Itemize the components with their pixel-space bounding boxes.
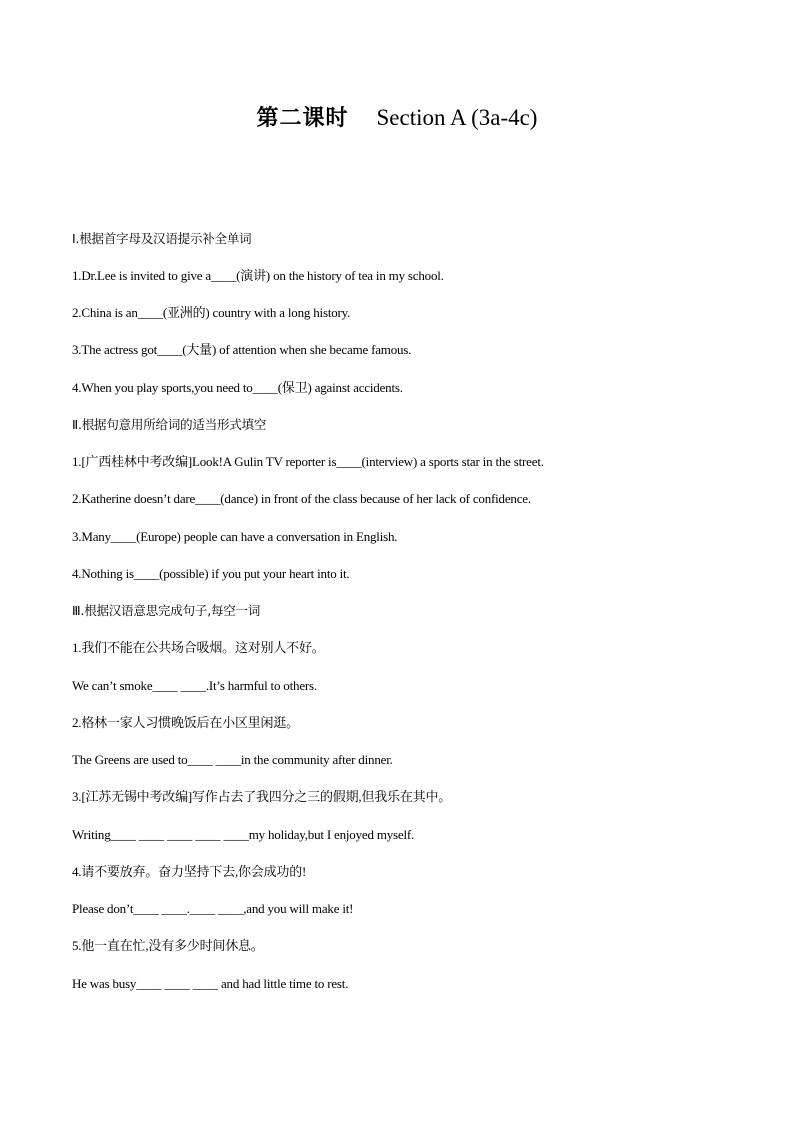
section-3-question-2-prompt: 2.格林一家人习惯晚饭后在小区里闲逛。 — [72, 715, 299, 730]
section-1-question-1: 1.Dr.Lee is invited to give a____(演讲) on the history of tea in my school. — [72, 268, 444, 283]
section-2-question-2: 2.Katherine doesn’t dare____(dance) in front of the class because of her lack of confidence. — [72, 491, 531, 506]
section-3-question-4-answer: Please don’t____ ____.____ ____,and you will make it! — [72, 901, 354, 916]
section-2-question-1: 1.[广西桂林中考改编]Look!A Gulin TV reporter is____(interview) a sports star in the street. — [72, 454, 544, 469]
section-1-question-2: 2.China is an____(亚洲的) country with a long history. — [72, 305, 351, 320]
section-2-question-4: 4.Nothing is____(possible) if you put your heart into it. — [72, 566, 350, 581]
section-3-question-1-prompt: 1.我们不能在公共场合吸烟。这对别人不好。 — [72, 640, 325, 655]
page-title — [0, 100, 794, 137]
section-1-heading: Ⅰ.根据首字母及汉语提示补全单词 — [72, 231, 252, 246]
section-1-question-4: 4.When you play sports,you need to____(保卫) against accidents. — [72, 380, 403, 395]
section-3-question-5-answer: He was busy____ ____ ____ and had little time to rest. — [72, 976, 349, 991]
section-3-heading: Ⅲ.根据汉语意思完成句子,每空一词 — [72, 603, 261, 618]
section-3-question-2-answer: The Greens are used to____ ____in the community after dinner. — [72, 752, 393, 767]
section-3-question-4-prompt: 4.请不要放弃。奋力坚持下去,你会成功的! — [72, 864, 307, 879]
section-3-question-1-answer: We can’t smoke____ ____.It’s harmful to others. — [72, 678, 317, 693]
section-3-question-3-prompt: 3.[江苏无锡中考改编]写作占去了我四分之三的假期,但我乐在其中。 — [72, 789, 452, 804]
page-title-english: Section A (3a-4c) — [376, 105, 538, 130]
section-1-question-3: 3.The actress got____(大量) of attention when she became famous. — [72, 342, 412, 357]
section-3-question-5-prompt: 5.他一直在忙,没有多少时间休息。 — [72, 938, 264, 953]
section-2-question-3: 3.Many____(Europe) people can have a conversation in English. — [72, 529, 398, 544]
section-3-question-3-answer: Writing____ ____ ____ ____ ____my holiday,but I enjoyed myself. — [72, 827, 415, 842]
page-title-chinese: 第二课时 — [256, 106, 349, 131]
section-2-heading: Ⅱ.根据句意用所给词的适当形式填空 — [72, 417, 267, 432]
